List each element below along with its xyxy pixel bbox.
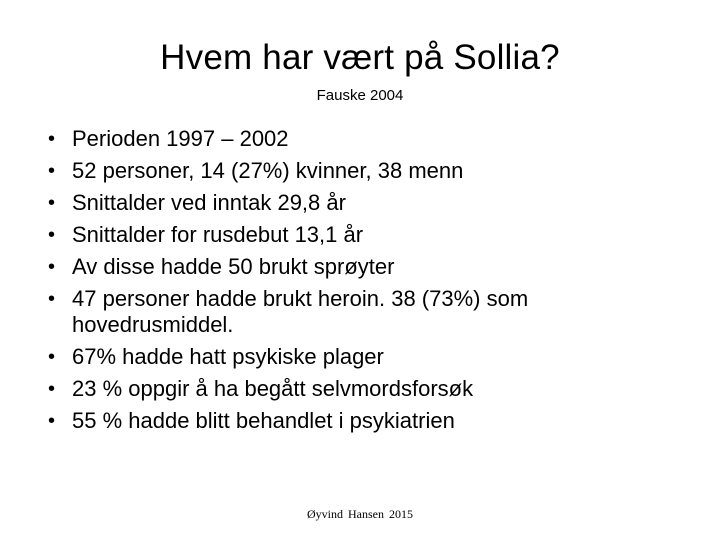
bullet-icon: • [48,410,56,432]
slide-subtitle: Fauske 2004 [316,87,404,104]
slide-title: Hvem har vært på Sollia? [160,38,560,77]
bullet-text: 23 % oppgir å ha begått selvmordsforsøk [72,376,474,401]
bullet-icon: • [48,192,56,214]
bullet-icon: • [48,128,56,150]
bullet-item [48,286,648,338]
bullet-icon: • [48,224,56,246]
slide-footer: Øyvind Hansen 2015 [307,507,413,521]
bullet-text: 47 personer hadde brukt heroin. 38 (73%) som hovedrusmiddel. [72,286,529,337]
bullet-item [48,376,648,402]
bullet-icon: • [48,378,56,400]
bullet-item [48,344,648,370]
bullet-item [48,126,648,152]
bullet-text: 67% hadde hatt psykiske plager [72,344,384,369]
bullet-text: Snittalder for rusdebut 13,1 år [72,222,364,247]
bullet-icon: • [48,288,56,310]
bullet-list [48,126,648,440]
bullet-text: Av disse hadde 50 brukt sprøyter [72,254,395,279]
bullet-text: 55 % hadde blitt behandlet i psykiatrien [72,408,455,433]
bullet-icon: • [48,160,56,182]
bullet-item [48,408,648,434]
bullet-text: Snittalder ved inntak 29,8 år [72,190,346,215]
bullet-text: 52 personer, 14 (27%) kvinner, 38 menn [72,158,464,183]
bullet-text: Perioden 1997 – 2002 [72,126,289,151]
bullet-item [48,158,648,184]
bullet-item [48,190,648,216]
bullet-item [48,222,648,248]
bullet-icon: • [48,346,56,368]
bullet-icon: • [48,256,56,278]
bullet-item [48,254,648,280]
